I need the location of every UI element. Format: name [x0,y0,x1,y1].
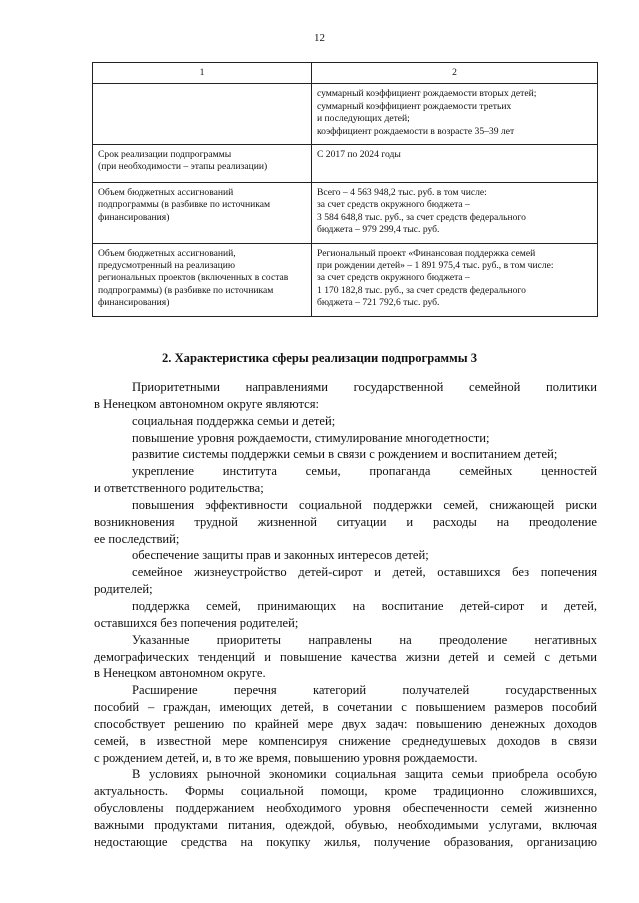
text-line: Приоритетными направлениями государственной семейной политики [132,380,597,394]
text-line: Указанные приоритеты направлены на преодоление негативных [132,632,597,647]
text-line: важными продуктами питания, одеждой, обувью, необходимыми услугами, включая [94,817,597,832]
table-header-col-2: 2 [312,63,598,84]
table-cell-right [312,84,598,145]
text-line: повышение уровня рождаемости, стимулирование многодетности; [132,430,490,445]
table-cell-left [93,243,312,316]
cell-line: финансирования) [98,297,170,309]
text-line: поддержка семей, принимающих на воспитание детей-сирот и детей, [132,598,597,613]
text-line: с рождением детей, и, в то же время, повышению уровня рождаемости. [94,750,478,765]
page-number: 12 [314,32,325,44]
text-line: недостающие средства на покупку жилья, получение образования, организацию [94,834,597,849]
cell-line: бюджета – 721 792,6 тыс. руб. [317,297,440,309]
program-passport-table [92,62,598,317]
cell-line: финансирования) [98,211,170,223]
text-line: пособий – граждан, имеющих детей, в сочетании с повышением размеров пособий [94,700,597,715]
cell-line: и последующих детей; [317,113,410,125]
cell-line: Объем бюджетных ассигнований, [98,247,236,259]
table-cell-right [312,183,598,244]
text-line: ее последствий; [94,531,180,546]
table-header-row [93,63,598,84]
text-line: семейное жизнеустройство детей-сирот и детей, оставшихся без попечения [132,565,597,580]
text-line: В условиях рыночной экономики социальная защита семьи приобрела особую [132,767,597,782]
text-line: Расширение перечня категорий получателей государственных [132,683,597,698]
table-row [93,145,598,183]
text-line: обеспечение защиты прав и законных интересов детей; [132,548,429,563]
section-title: 2. Характеристика сферы реализации подпрограммы 3 [161,351,477,365]
text-line: оставшихся без попечения родителей; [94,615,299,630]
text-line: и ответственного родительства; [94,481,264,496]
text-line: в Ненецком автономном округе. [94,666,266,681]
cell-line: за счет средств окружного бюджета – [317,272,470,284]
text-line: способствует решению по крайней мере двух задач: повышению денежных доходов [94,716,597,731]
table-row [93,183,598,244]
cell-line: Срок реализации подпрограммы [98,149,232,161]
cell-line: при рождении детей» – 1 891 975,4 тыс. руб., в том числе: [317,260,554,272]
cell-line: 3 584 648,8 тыс. руб., за счет средств федерального [317,211,526,223]
cell-line: предусмотренный на реализацию [98,260,236,272]
table-cell-left [93,84,312,145]
cell-line: Всего – 4 563 948,2 тыс. руб. в том числе: [317,187,487,199]
text-line: актуальность. Формы социальной помощи, кроме традиционно сложившихся, [94,784,597,799]
body-text [94,379,597,851]
text-line: возникновения трудной жизненной ситуации и расходы на преодоление [94,514,597,529]
cell-line: суммарный коэффициент рождаемости вторых детей; [317,88,537,100]
cell-line: 1 170 182,8 тыс. руб., за счет средств федерального [317,284,526,296]
table-row [93,84,598,145]
text-line: повышения эффективности социальной поддержки семей, снижающей риски [132,497,597,512]
table-header-col-1: 1 [93,63,312,84]
cell-line: С 2017 по 2024 годы [317,149,401,161]
table-row [93,243,598,316]
text-line: родителей; [94,582,153,597]
text-line: обусловлены поддержанием необходимого уровня обеспеченности семей жизненно [94,801,597,816]
table-cell-left [93,145,312,183]
cell-line: Региональный проект «Финансовая поддержка семей [317,247,536,259]
cell-line: (при необходимости – этапы реализации) [98,161,268,173]
table-cell-right [312,243,598,316]
cell-line: за счет средств окружного бюджета – [317,199,470,211]
cell-line: региональных проектов (включенных в состав [98,272,289,284]
table-cell-right [312,145,598,183]
text-line: развитие системы поддержки семьи в связи с рождением и воспитанием детей; [132,447,558,462]
text-line: социальная поддержка семьи и детей; [132,413,336,428]
text-line: демографических тенденций и повышение качества жизни детей и семей с детьми [94,649,597,664]
table-cell-left [93,183,312,244]
cell-line: Объем бюджетных ассигнований [98,187,234,199]
text-line: в Ненецком автономном округе являются: [94,396,320,411]
text-line: укрепление института семьи, пропаганда семейных ценностей [132,464,597,479]
cell-line: подпрограммы) (в разбивке по источникам [98,284,274,296]
text-line: семей, в известной мере компенсируя снижение среднедушевых доходов в связи [94,733,597,748]
cell-line: коэффициент рождаемости в возрасте 35–39 лет [317,125,515,137]
cell-line: подпрограммы (в разбивке по источникам [98,199,271,211]
cell-line: суммарный коэффициент рождаемости третьих [317,100,512,112]
cell-line: бюджета – 979 299,4 тыс. руб. [317,224,440,236]
